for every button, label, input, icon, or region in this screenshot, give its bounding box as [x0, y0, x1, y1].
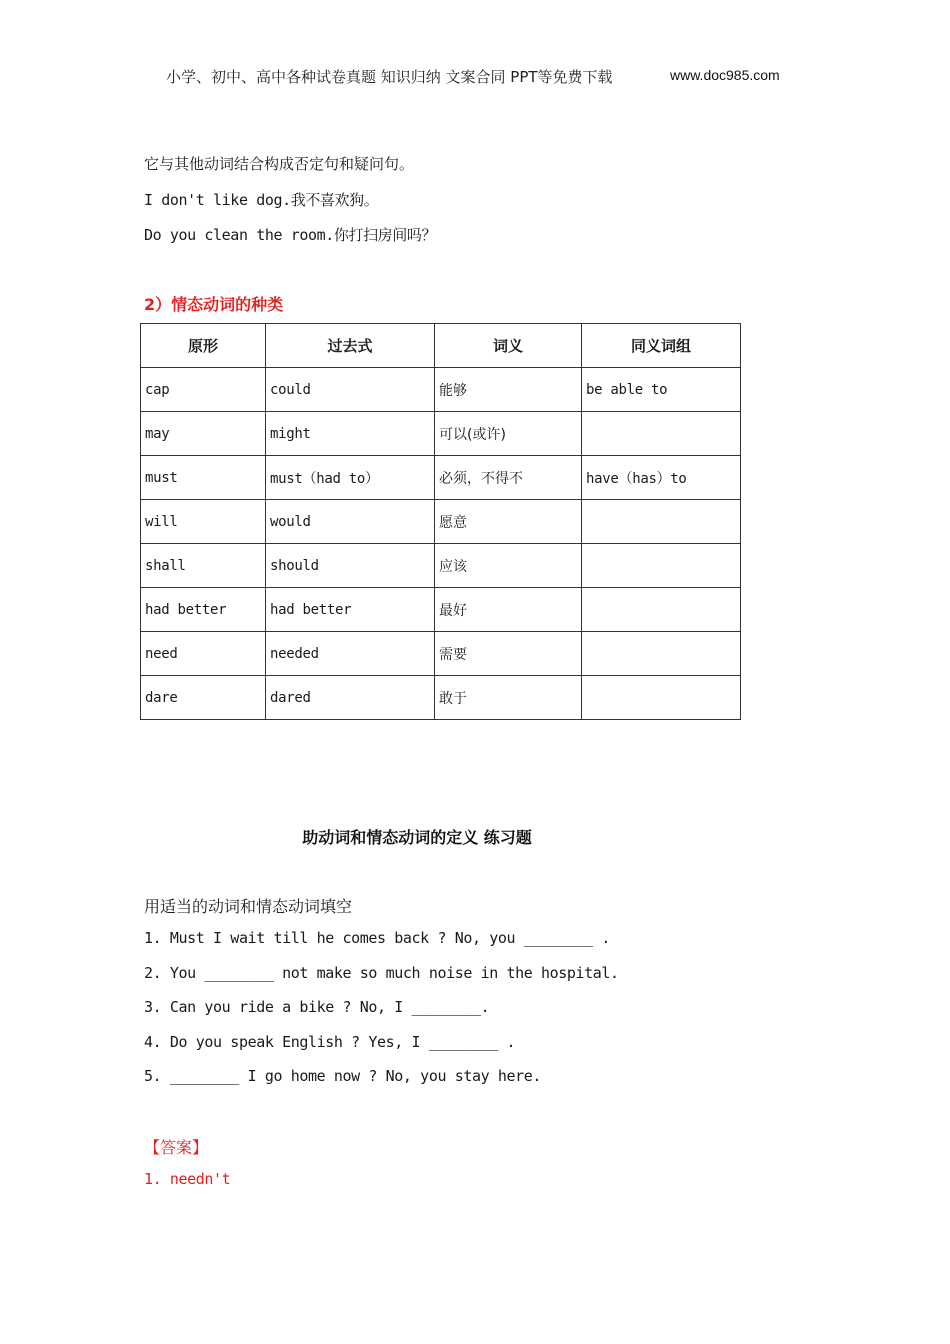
intro-line-3: Do you clean the room.你打扫房间吗？: [144, 226, 437, 244]
cell-base-form: may: [141, 412, 266, 456]
cell-meaning: 最好: [435, 588, 582, 632]
answer-item-1: 1. needn't: [144, 1170, 231, 1188]
cell-meaning: 能够: [435, 368, 582, 412]
cell-past-tense: might: [266, 412, 435, 456]
cell-past-tense: should: [266, 544, 435, 588]
table-row: [141, 412, 741, 456]
cell-past-tense: must（had to）: [266, 456, 435, 500]
table-row: [141, 500, 741, 544]
cell-synonym: have（has）to: [582, 456, 741, 500]
cell-synonym: [582, 544, 741, 588]
cell-base-form: had better: [141, 588, 266, 632]
cell-base-form: dare: [141, 676, 266, 720]
cell-past-tense: dared: [266, 676, 435, 720]
cell-synonym: [582, 588, 741, 632]
cell-synonym: be able to: [582, 368, 741, 412]
intro-line-1: 它与其他动词结合构成否定句和疑问句。: [144, 155, 415, 173]
cell-meaning: 可以(或许): [435, 412, 582, 456]
cell-meaning: 愿意: [435, 500, 582, 544]
col-header-meaning: 词义: [435, 324, 582, 368]
table-row: [141, 588, 741, 632]
exercise-item-1: 1. Must I wait till he comes back ? No, you ________ .: [144, 929, 611, 947]
cell-past-tense: could: [266, 368, 435, 412]
cell-meaning: 敢于: [435, 676, 582, 720]
col-header-base-form: 原形: [141, 324, 266, 368]
cell-base-form: need: [141, 632, 266, 676]
cell-past-tense: had better: [266, 588, 435, 632]
cell-base-form: cap: [141, 368, 266, 412]
cell-synonym: [582, 412, 741, 456]
table-header-row: [141, 324, 741, 368]
page-header: [0, 66, 950, 92]
table-row: [141, 544, 741, 588]
table-row: [141, 368, 741, 412]
intro-line-2: I don't like dog.我不喜欢狗。: [144, 191, 379, 209]
header-url[interactable]: www.doc985.com: [670, 67, 780, 83]
modal-verbs-table: [140, 323, 741, 720]
table-row: [141, 676, 741, 720]
cell-base-form: shall: [141, 544, 266, 588]
cell-synonym: [582, 500, 741, 544]
exercise-item-2: 2. You ________ not make so much noise in the hospital.: [144, 964, 619, 982]
cell-past-tense: would: [266, 500, 435, 544]
answer-label: 【答案】: [144, 1138, 209, 1157]
cell-meaning: 必须，不得不: [435, 456, 582, 500]
exercise-title: 助动词和情态动词的定义 练习题: [302, 828, 532, 847]
cell-base-form: must: [141, 456, 266, 500]
cell-past-tense: needed: [266, 632, 435, 676]
exercise-item-4: 4. Do you speak English ? Yes, I ________ .: [144, 1033, 516, 1051]
table-row: [141, 456, 741, 500]
cell-synonym: [582, 676, 741, 720]
cell-synonym: [582, 632, 741, 676]
table-row: [141, 632, 741, 676]
exercise-item-3: 3. Can you ride a bike ? No, I ________.: [144, 998, 490, 1016]
exercise-item-5: 5. ________ I go home now ? No, you stay here.: [144, 1067, 542, 1085]
cell-base-form: will: [141, 500, 266, 544]
section-heading: 2）情态动词的种类: [144, 295, 284, 314]
header-text: 小学、初中、高中各种试卷真题 知识归纳 文案合同 PPT等免费下载: [166, 68, 613, 86]
col-header-synonym: 同义词组: [582, 324, 741, 368]
cell-meaning: 需要: [435, 632, 582, 676]
cell-meaning: 应该: [435, 544, 582, 588]
col-header-past-tense: 过去式: [266, 324, 435, 368]
exercise-instruction: 用适当的动词和情态动词填空: [144, 897, 353, 916]
